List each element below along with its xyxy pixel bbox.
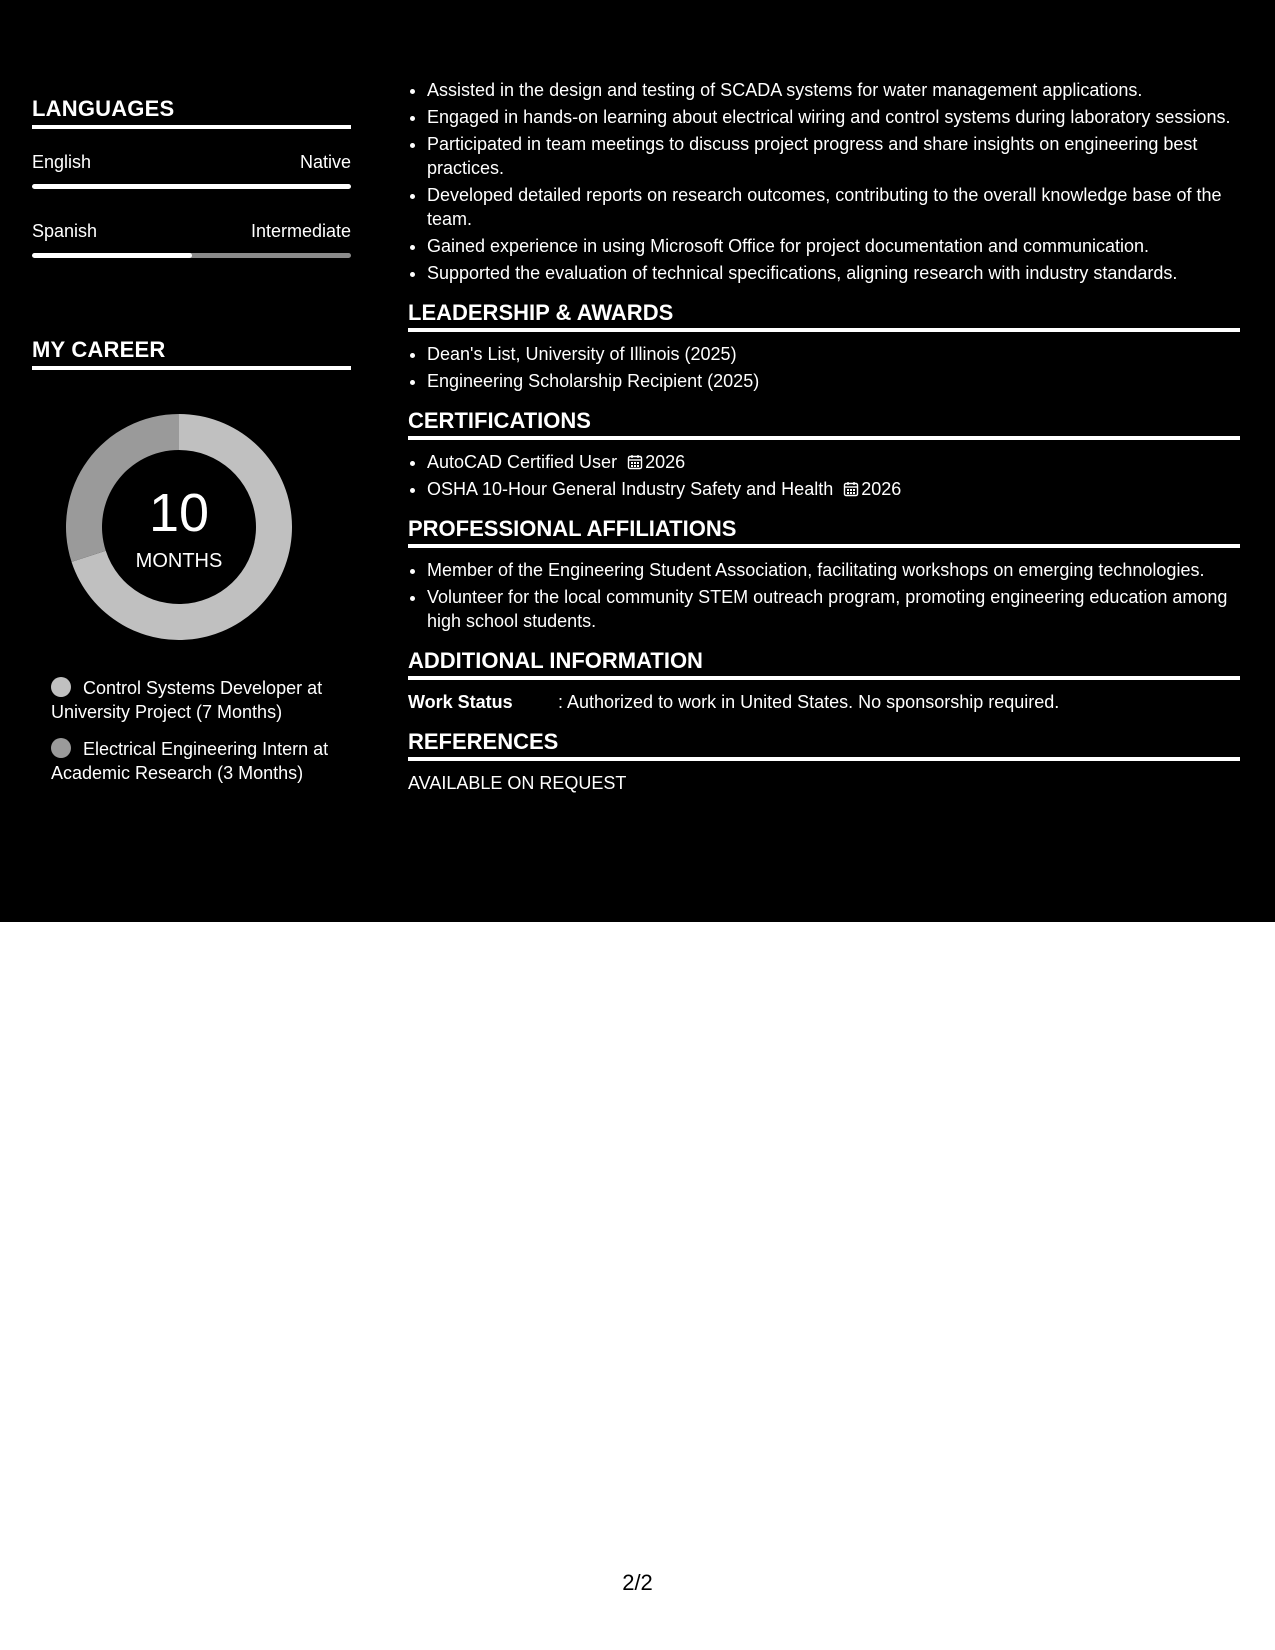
career-total-value: 10: [148, 483, 210, 543]
calendar-icon: [627, 454, 643, 470]
leadership-item: • Engineering Scholarship Recipient (2025): [427, 369, 1240, 393]
leadership-item: • Dean's List, University of Illinois (2025): [427, 342, 1240, 366]
experience-bullet: • Developed detailed reports on research outcomes, contributing to the overall knowledge base of the team.: [427, 183, 1240, 231]
language-name: English: [32, 152, 92, 172]
affiliations-title: PROFESSIONAL AFFILIATIONS: [408, 516, 1240, 548]
experience-bullet: • Supported the evaluation of technical specifications, aligning research with industry standards.: [427, 261, 1240, 285]
affiliation-item: • Member of the Engineering Student Association, facilitating workshops on emerging technologies.: [427, 558, 1240, 582]
career-legend-label: Electrical Engineering Intern at Academic Research (3 Months): [51, 739, 329, 783]
certification-item: [427, 477, 1240, 501]
certifications-title: CERTIFICATIONS: [408, 408, 1240, 440]
work-status-label: Work Status: [408, 692, 513, 712]
career-legend-item: [51, 737, 331, 785]
leadership-section: [408, 300, 1240, 393]
language-proficiency-fill: [32, 184, 351, 189]
work-status-value: : Authorized to work in United States. No sponsorship required.: [558, 692, 1060, 712]
career-donut-chart: [66, 414, 292, 640]
legend-dot-icon: [51, 677, 71, 697]
certification-name: OSHA 10-Hour General Industry Safety and Health: [427, 479, 834, 499]
career-total-unit: MONTHS: [135, 550, 223, 572]
certification-year: 2026: [645, 452, 686, 472]
certifications-list: [408, 450, 1240, 501]
certification-year: 2026: [861, 479, 902, 499]
career-legend-item: [51, 676, 331, 724]
additional-info-title: ADDITIONAL INFORMATION: [408, 648, 1240, 680]
language-level: Intermediate: [250, 221, 351, 241]
additional-info-section: [408, 648, 1240, 714]
experience-bullet: • Assisted in the design and testing of SCADA systems for water management applications.: [427, 78, 1240, 102]
experience-bullet: • Gained experience in using Microsoft Office for project documentation and communication.: [427, 234, 1240, 258]
affiliation-item: • Volunteer for the local community STEM outreach program, promoting engineering education among high school students.: [427, 585, 1240, 633]
experience-bullet: • Participated in team meetings to discuss project progress and share insights on engineering best practices.: [427, 132, 1240, 180]
language-level: Native: [299, 152, 351, 172]
references-text: AVAILABLE ON REQUEST: [408, 773, 627, 793]
donut-center: [66, 414, 292, 640]
experience-bullet: • Engaged in hands-on learning about electrical wiring and control systems during laboratory sessions.: [427, 105, 1240, 129]
career-legend-label: Control Systems Developer at University Project (7 Months): [51, 678, 323, 722]
calendar-icon: [843, 481, 859, 497]
language-proficiency-bar: [32, 253, 351, 258]
experience-bullet-list: [408, 78, 1240, 285]
affiliations-list: [408, 558, 1240, 633]
career-legend: [51, 676, 331, 798]
page-number: 2/2: [622, 1570, 653, 1595]
language-name: Spanish: [32, 221, 98, 241]
languages-title: LANGUAGES: [32, 96, 351, 129]
career-title: MY CAREER: [32, 337, 351, 370]
certification-name: AutoCAD Certified User: [427, 452, 618, 472]
affiliations-section: [408, 516, 1240, 633]
work-status-row: [408, 690, 1240, 714]
certification-item: [427, 450, 1240, 474]
leadership-title: LEADERSHIP & AWARDS: [408, 300, 1240, 332]
language-proficiency-bar: [32, 184, 351, 189]
references-title: REFERENCES: [408, 729, 1240, 761]
language-proficiency-fill: [32, 253, 192, 258]
certifications-section: [408, 408, 1240, 501]
references-section: [408, 729, 1240, 795]
right-column: [408, 78, 1240, 795]
legend-dot-icon: [51, 738, 71, 758]
leadership-list: [408, 342, 1240, 393]
